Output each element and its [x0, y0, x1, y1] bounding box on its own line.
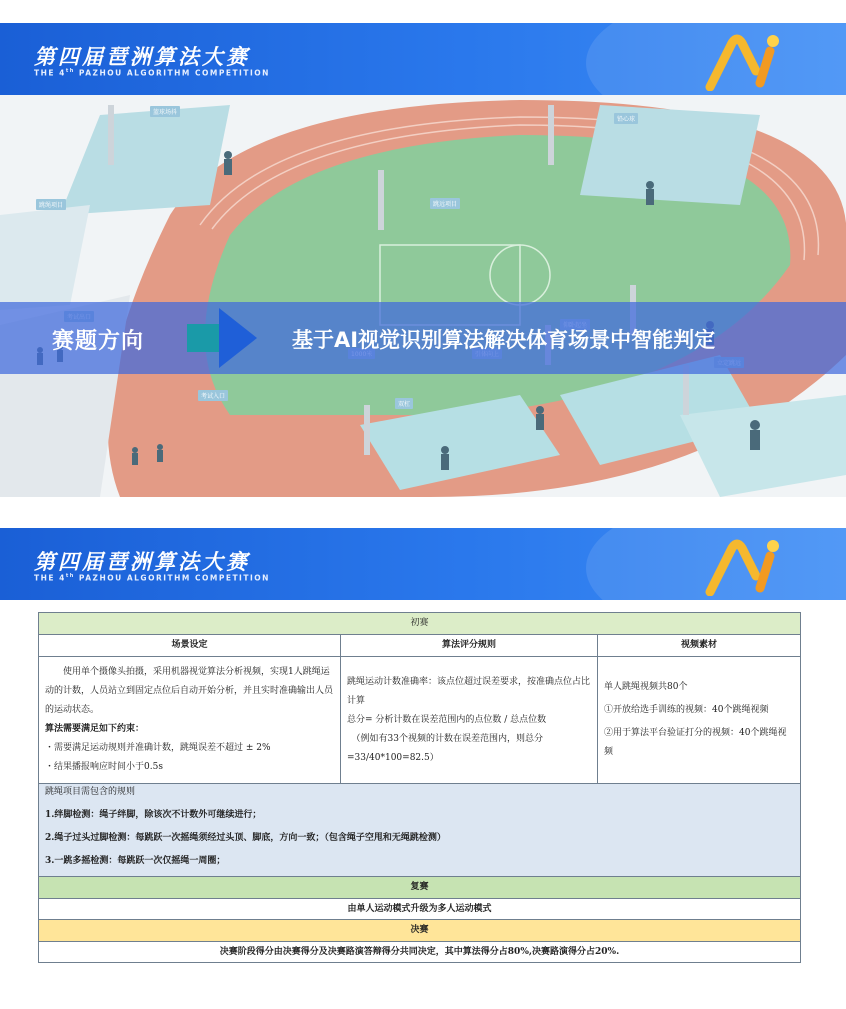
header-banner-top: [0, 23, 846, 95]
banner-subtitle: [34, 573, 270, 583]
requirement-item: ・结果播报响应时间小于0.5s: [45, 762, 163, 772]
zone-label: 篮球场抖: [150, 106, 180, 117]
scene-setting-cell: [39, 657, 341, 784]
banner-subtitle-prefix: THE 4: [34, 573, 66, 583]
competition-rules-table: [38, 612, 801, 963]
round1-title: 初赛: [39, 613, 801, 635]
header-banner-bottom: [0, 528, 846, 600]
banner-subtitle-sup: th: [65, 68, 75, 74]
column-header: 算法评分规则: [341, 635, 598, 657]
banner-title: 第四届琶洲算法大赛: [34, 550, 250, 574]
jump-rope-rules-row: [39, 784, 801, 877]
requirements-title: 算法需要满足如下约束：: [45, 724, 145, 734]
round1-header-row: [39, 613, 801, 635]
rule-item: 3.一跳多摇检测：每跳跃一次仅摇绳一周圈；: [45, 856, 226, 866]
direction-text: 基于AI视觉识别算法解决体育场景中智能判定: [292, 328, 716, 352]
round2-title: 复赛: [39, 877, 801, 899]
banner-subtitle: [34, 68, 270, 78]
video-line: ①开放给选手训练的视频：40个跳绳视频: [604, 705, 769, 715]
round2-detail-row: [39, 899, 801, 920]
jump-rope-rules-cell: [39, 784, 801, 877]
banner-title: 第四届琶洲算法大赛: [34, 45, 250, 69]
scene-intro: 使用单个摄像头拍摄，采用机器视觉算法分析视频，实现1人跳绳运动的计数，人员站立到固定点位后自动开始分析，并且实时准确输出人员的运动状态。: [45, 667, 334, 715]
round2-text: 由单人运动模式升级为多人运动模式: [39, 899, 801, 920]
ai-logo-icon: [704, 536, 784, 596]
banner-subtitle-text: PAZHOU ALGORITHM COMPETITION: [74, 573, 270, 583]
column-header: 场景设定: [39, 635, 341, 657]
zone-label: 跳绳项目: [36, 199, 66, 210]
ai-logo-icon: [704, 31, 784, 91]
rule-item: 1.绊脚检测：绳子绊脚，除该次不计数外可继续进行；: [45, 810, 262, 820]
final-text: 决赛阶段得分由决赛得分及决赛路演答辩得分共同决定，其中算法得分占80%,决赛路演得分占20%.: [39, 942, 801, 963]
final-detail-row: [39, 942, 801, 963]
video-material-cell: [598, 657, 801, 784]
column-header-row: [39, 635, 801, 657]
zone-label: 双杠: [395, 398, 413, 409]
direction-overlay: [0, 302, 846, 374]
scoring-rules-cell: [341, 657, 598, 784]
final-title: 决赛: [39, 920, 801, 942]
scoring-example: （例如有33个视频的计数在误差范围内，则总分=33/40*100=82.5）: [347, 733, 543, 763]
video-line: 单人跳绳视频共80个: [604, 682, 688, 692]
banner-subtitle-text: PAZHOU ALGORITHM COMPETITION: [74, 68, 270, 78]
direction-label: 赛题方向: [52, 329, 145, 354]
rules-title: 跳绳项目需包含的规则: [45, 787, 136, 797]
sports-field-illustration: [0, 95, 846, 497]
scoring-line: 总分= 分析计数在误差范围内的点位数 / 总点位数: [347, 714, 547, 725]
requirement-item: ・需要满足运动规则并准确计数，跳绳误差不超过 ± 2%: [45, 743, 271, 753]
banner-subtitle-prefix: THE 4: [34, 68, 66, 78]
video-line: ②用于算法平台验证打分的视频：40个跳绳视频: [604, 728, 787, 757]
round1-detail-row: [39, 657, 801, 784]
zone-label: 考试入口: [198, 390, 228, 401]
zone-label: 铅心球: [614, 113, 638, 124]
rule-item: 2.绳子过头过脚检测：每跳跃一次摇绳须经过头顶、脚底，方向一致；（包含绳子空甩和无绳跳检测）: [45, 833, 446, 843]
final-header-row: [39, 920, 801, 942]
zone-label: 跳远项目: [430, 198, 460, 209]
round2-header-row: [39, 877, 801, 899]
scoring-line: 跳绳运动计数准确率：该点位超过误差要求，按准确点位占比计算: [347, 676, 591, 706]
arrow-right-icon: [187, 306, 257, 370]
column-header: 视频素材: [598, 635, 801, 657]
stadium-drawing: [0, 95, 846, 497]
banner-subtitle-sup: th: [65, 573, 75, 579]
